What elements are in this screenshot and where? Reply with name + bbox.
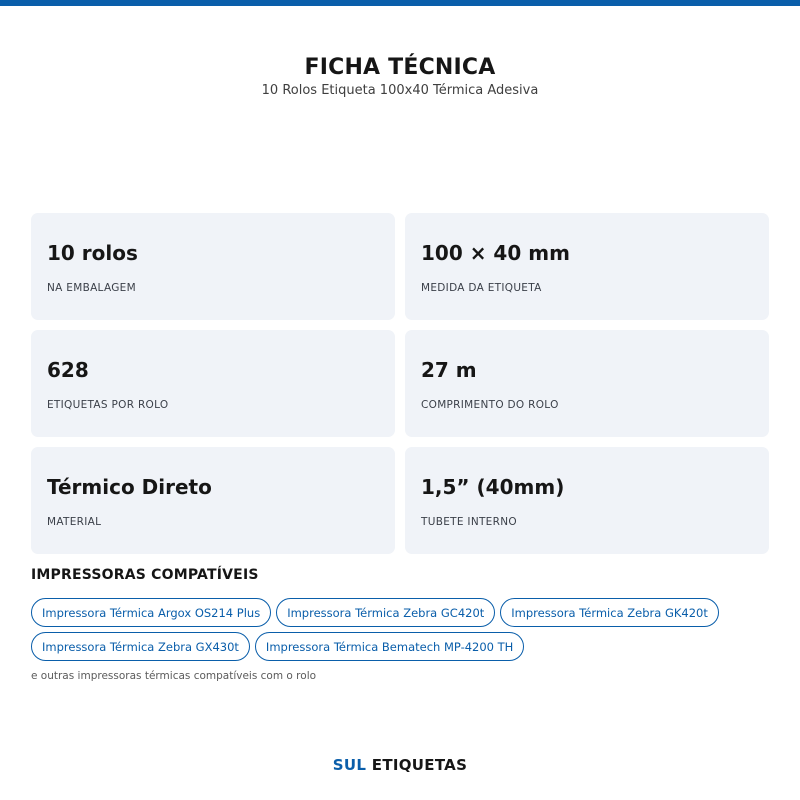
footer-brand <box>0 755 800 775</box>
brand-name-rest: ETIQUETAS <box>371 756 468 774</box>
spec-value: 27 m <box>421 358 477 382</box>
spec-label: ETIQUETAS POR ROLO <box>47 399 169 411</box>
page-subtitle: 10 Rolos Etiqueta 100x40 Térmica Adesiva <box>261 83 539 98</box>
spec-card-roll-length <box>405 330 769 437</box>
spec-card-quantity <box>31 213 395 320</box>
printer-chip[interactable]: Impressora Térmica Zebra GK420t <box>500 598 719 627</box>
spec-card-label-size <box>405 213 769 320</box>
spec-label: MATERIAL <box>47 516 102 528</box>
spec-value: 1,5” (40mm) <box>421 475 565 499</box>
brand-name-accent: SUL <box>332 756 367 774</box>
spec-value: 628 <box>47 358 89 382</box>
printer-chip[interactable]: Impressora Térmica Zebra GX430t <box>31 632 250 661</box>
page-title: FICHA TÉCNICA <box>304 55 496 80</box>
compatible-printers-list <box>31 598 769 661</box>
compatibility-note: e outras impressoras térmicas compatíveis com o rolo <box>31 670 317 682</box>
spec-label: NA EMBALAGEM <box>47 282 136 294</box>
top-accent-bar <box>0 0 800 6</box>
header <box>0 54 800 100</box>
spec-label: COMPRIMENTO DO ROLO <box>421 399 559 411</box>
spec-label: TUBETE INTERNO <box>421 516 517 528</box>
compatible-printers-heading: IMPRESSORAS COMPATÍVEIS <box>31 567 259 583</box>
spec-value: 100 × 40 mm <box>421 241 570 265</box>
spec-card-core <box>405 447 769 554</box>
printer-chip[interactable]: Impressora Térmica Zebra GC420t <box>276 598 495 627</box>
spec-value: 10 rolos <box>47 241 138 265</box>
spec-card-material <box>31 447 395 554</box>
spec-card-labels-per-roll <box>31 330 395 437</box>
printer-chip[interactable]: Impressora Térmica Bematech MP-4200 TH <box>255 632 524 661</box>
spec-grid <box>31 213 769 554</box>
spec-label: MEDIDA DA ETIQUETA <box>421 282 542 294</box>
spec-value: Térmico Direto <box>47 475 212 499</box>
printer-chip[interactable]: Impressora Térmica Argox OS214 Plus <box>31 598 271 627</box>
